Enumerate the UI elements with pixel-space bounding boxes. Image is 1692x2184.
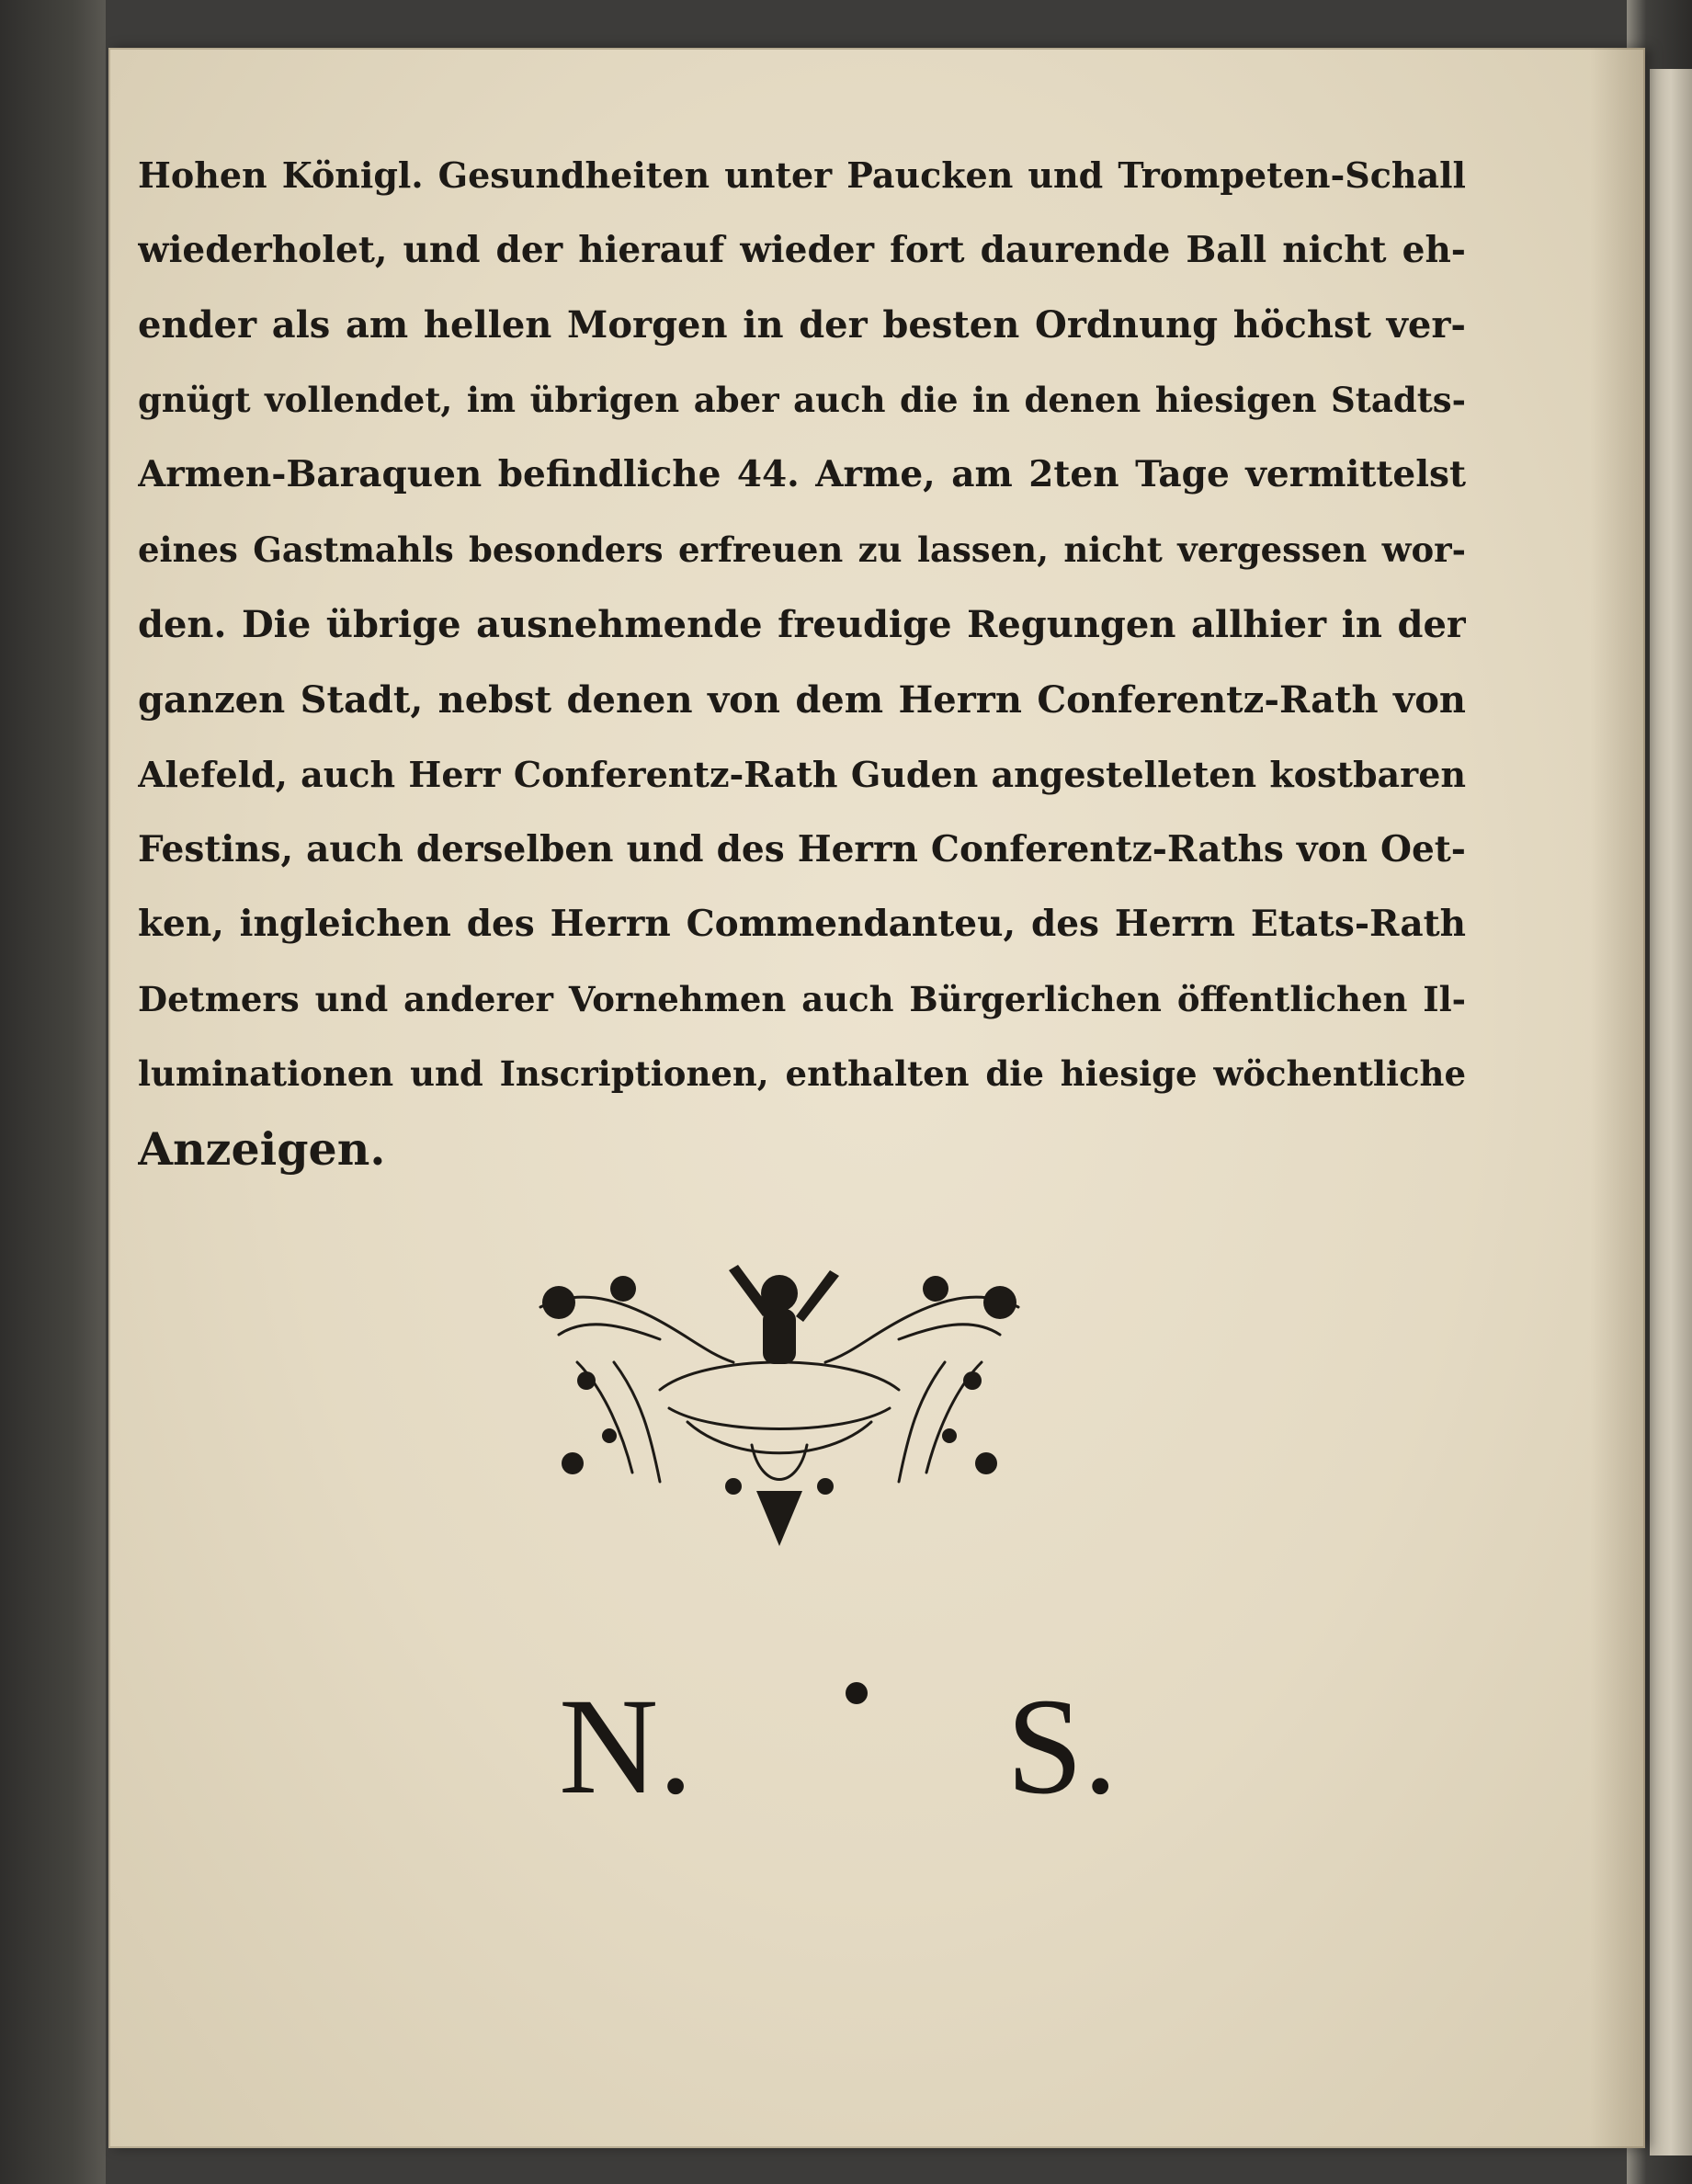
text-line: Armen-Baraquen befindliche 44. Arme, am 2ten Tage vermittelst [138,453,1466,495]
text-line: ender als am hellen Morgen in der besten Ordnung höchst ver- [138,303,1466,347]
adjacent-page-edge [1650,69,1692,2156]
ornament-vignette-icon [522,1252,1037,1555]
scanner-background-left [0,0,106,2184]
text-line: eines Gastmahls besonders erfreuen zu lassen, nicht vergessen wor- [138,529,1466,570]
signature-left: N. [559,1670,693,1823]
text-line: wiederholet, und der hierauf wieder fort daurende Ball nicht eh- [138,228,1466,271]
text-line: ken, ingleichen des Herrn Commendanteu, des Herrn Etats-Rath [138,903,1466,945]
text-line: Detmers und anderer Vornehmen auch Bürgerlichen öffentlichen Il- [138,978,1466,1019]
body-text [138,138,1466,1187]
text-line: Alefeld, auch Herr Conferentz-Rath Guden angestelleten kostbaren [138,754,1466,795]
signature-right: S. [1006,1670,1118,1823]
text-line: gnügt vollendet, im übrigen aber auch die in denen hiesigen Stadts- [138,379,1466,420]
text-line: ganzen Stadt, nebst denen von dem Herrn Conferentz-Rath von [138,677,1466,722]
text-line: Anzeigen. [138,1121,386,1176]
text-line: Festins, auch derselben und des Herrn Conferentz-Raths von Oet- [138,827,1466,870]
text-line: Hohen Königl. Gesundheiten unter Paucken und Trompeten-Schall [138,154,1466,196]
page-gutter-shadow [1590,48,1645,2148]
text-line: luminationen und Inscriptionen, enthalten die hiesige wöchentliche [138,1053,1466,1094]
signature-separator-dot [846,1682,868,1704]
text-line: den. Die übrige ausnehmende freudige Regungen allhier in der [138,603,1466,646]
